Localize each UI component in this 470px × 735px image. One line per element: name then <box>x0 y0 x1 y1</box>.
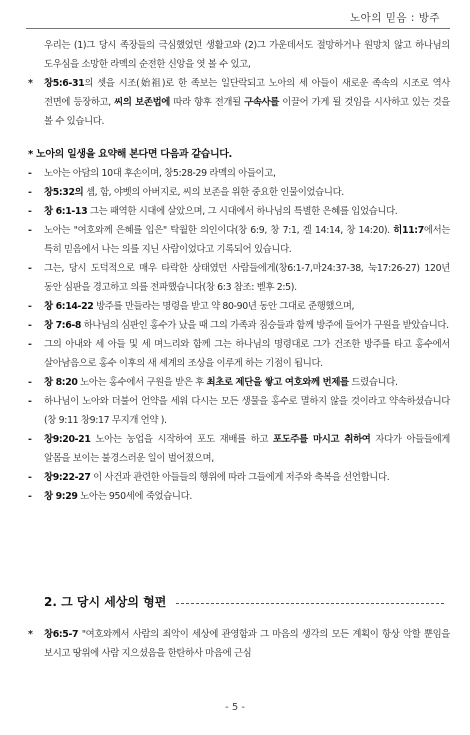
list-item-text: 노아는 아담의 10대 후손이며, 창5:28-29 라멕의 아들이고, <box>44 168 276 179</box>
list-marker: - <box>28 301 32 312</box>
list-marker: - <box>28 263 32 274</box>
list-marker: - <box>28 377 32 388</box>
intro-paragraph: 우리는 (1)그 당시 족장들의 극심했었던 생활고와 (2)그 가운데서도 절망하거나 원망치 않고 하나님의 도우심을 소망한 라멕의 순전한 신앙을 엿 볼 수 있고, <box>44 40 450 70</box>
list-item-ref: 창 6:1-13 <box>44 206 88 217</box>
list-item-ref: 창 7:6-8 <box>44 320 82 331</box>
list-item-text: 그는, 당시 도덕적으로 매우 타락한 상태였던 사람들에게(창6:1-7,마24:37-38, 눅17:26-27) 120년 동안 심판을 경고하고 의를 전파했습니다(창 6:3 참조: 벧후 2:5). <box>44 263 450 293</box>
list-item <box>28 487 450 506</box>
tail-bullet <box>28 625 450 663</box>
bullet-text-c: 이끌어 가게 될 것임을 시사하고 있는 것을 볼 수 있습니다. <box>44 97 451 127</box>
list-marker: - <box>28 187 32 198</box>
list-marker: - <box>28 339 32 350</box>
list-item <box>28 183 450 202</box>
list-item-text: 노아는 홍수에서 구원을 받은 후 <box>77 377 207 388</box>
list-item <box>28 202 450 221</box>
list-item <box>28 392 450 430</box>
tail-ref: 창6:5-7 <box>44 629 79 640</box>
section-title-text: 2. 그 당시 세상의 형편 <box>44 595 167 609</box>
list-item <box>28 259 450 297</box>
list-item-text: 하나님의 심판인 홍수가 났을 때 그의 가족과 짐승들과 함께 방주에 들어가 구원을 받았습니다. <box>81 320 449 331</box>
list-item-text: 이 사건과 관련한 아들들의 행위에 따라 그들에게 저주와 축복을 선언합니다. <box>90 472 390 483</box>
list-item-text-cont: 자다가 아들들에게 알몸을 보이는 불경스러운 일이 벌어졌으며, <box>44 434 450 464</box>
tail-marker: * <box>28 629 33 640</box>
summary-list <box>28 164 450 506</box>
bullet-text-a: 의 셋을 시조(始祖)로 한 족보는 일단락되고 노아의 세 아들이 새로운 족속의 시조로 역사 전면에 등장하고, <box>44 78 450 108</box>
list-item-text: 노아는 950세에 죽었습니다. <box>77 491 192 502</box>
list-item-ref: 창 8:20 <box>44 377 78 388</box>
tail-content <box>28 625 450 663</box>
list-item <box>28 164 450 183</box>
list-item-text: 그의 아내와 세 아들 및 세 며느리와 함께 그는 하나님의 명령대로 그가 건조한 방주를 타고 홍수에서 살아남음으로 홍수 이후의 새 세계의 조상을 이루게 하는 기점이 됩니다. <box>44 339 450 369</box>
tail-text: "여호와께서 사람의 죄악이 세상에 관영함과 그 마음의 생각의 모든 계획이 항상 악할 뿐임을 보시고 땅위에 사람 지으셨음을 한탄하사 마음에 근심 <box>44 629 450 659</box>
list-item-text: 하나님이 노아와 더불어 언약을 세워 다시는 모든 생물을 홍수로 멸하지 않을 것이라고 약속하셨습니다(창 9:11 창9:17 무지개 언약 ). <box>44 396 450 426</box>
list-marker: - <box>28 396 32 407</box>
section-divider <box>176 603 444 604</box>
list-item <box>28 335 450 373</box>
list-item <box>28 468 450 487</box>
list-item <box>28 221 450 259</box>
list-marker: - <box>28 225 32 236</box>
list-item-emph: 포도주를 마시고 취하여 <box>273 434 371 445</box>
list-item-text: 노아는 농업을 시작하여 포도 재배를 하고 <box>90 434 273 445</box>
list-item-ref: 창 9:29 <box>44 491 78 502</box>
list-item <box>28 373 450 392</box>
bullet-marker: * <box>28 78 33 89</box>
bullet-ref: 창5:6-31 <box>44 78 85 89</box>
list-marker: - <box>28 206 32 217</box>
list-item-text: 그는 패역한 시대에 살았으며, 그 시대에서 하나님의 특별한 은혜를 입었습니다. <box>87 206 398 217</box>
intro-bullet <box>28 74 450 131</box>
bullet-emph: 씨의 보존법에 <box>114 97 170 108</box>
list-item-text: 방주를 만들라는 명령을 받고 약 80-90년 동안 그대로 준행했으며, <box>93 301 355 312</box>
list-item-text: 셈, 함, 야벳의 아버지로, 씨의 보존을 위한 중요한 인물이었습니다. <box>83 187 344 198</box>
summary-heading: * 노아의 일생을 요약해 본다면 다음과 같습니다. <box>28 149 233 160</box>
body-content <box>28 36 450 506</box>
list-item-ref: 창9:20-21 <box>44 434 91 445</box>
page-header <box>26 8 450 29</box>
list-item-text: 노아는 "여호와께 은혜를 입은" 탁월한 의인이다(창 6:9, 창 7:1, 겔 14:14, 창 14:20). <box>44 225 394 236</box>
list-item <box>28 297 450 316</box>
list-item <box>28 316 450 335</box>
section-title <box>44 593 444 610</box>
list-item-text-cont: 드렸습니다. <box>348 377 398 388</box>
list-marker: - <box>28 434 32 445</box>
page-number: - 5 - <box>225 702 245 713</box>
bullet-emph2: 구속사를 <box>244 97 279 108</box>
list-marker: - <box>28 320 32 331</box>
list-item-text-cont: 에서는 특히 믿음에서 나는 의를 지닌 사람이었다고 기록되어 있습니다. <box>44 225 450 255</box>
list-marker: - <box>28 472 32 483</box>
list-marker: - <box>28 491 32 502</box>
list-item-emph: 히11:7 <box>393 225 424 236</box>
list-item-ref: 창 6:14-22 <box>44 301 94 312</box>
list-item-ref: 창9:22-27 <box>44 472 91 483</box>
list-item <box>28 430 450 468</box>
list-item-emph: 최초로 제단을 쌓고 여호와께 번제를 <box>206 377 349 388</box>
list-marker: - <box>28 168 32 179</box>
header-title: 노아의 믿음 : 방주 <box>349 12 440 24</box>
bullet-text-b: 따라 향후 전개될 <box>170 97 245 108</box>
list-item-ref: 창5:32의 <box>44 187 84 198</box>
